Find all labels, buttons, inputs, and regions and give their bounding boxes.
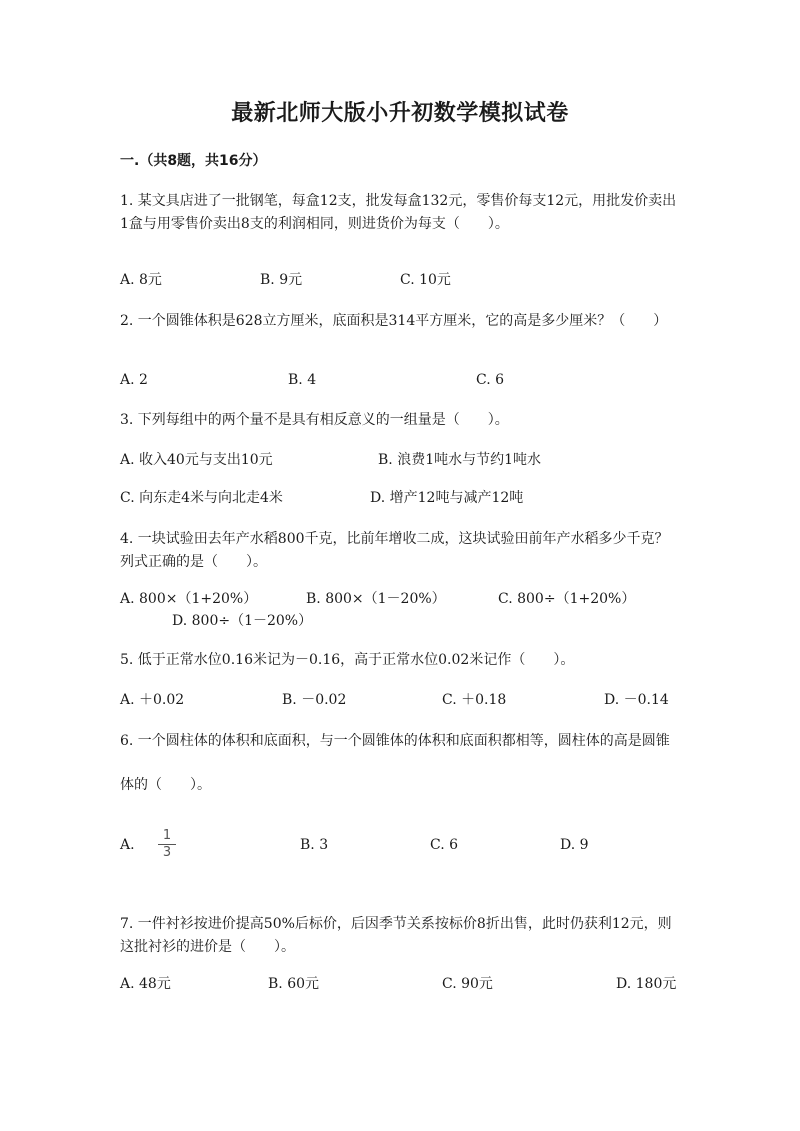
q5-option-b: B. －0.02 xyxy=(282,692,347,708)
q2-option-c: C. 6 xyxy=(476,372,505,388)
q4-option-b: B. 800×（1－20%） xyxy=(306,591,446,607)
q6-option-d: D. 9 xyxy=(560,837,589,853)
q7-option-d: D. 180元 xyxy=(616,976,677,992)
q2-option-b: B. 4 xyxy=(288,372,317,388)
q1-option-a: A. 8元 xyxy=(120,272,162,288)
q5-option-d: D. －0.14 xyxy=(604,692,669,708)
q6-option-a-fraction xyxy=(158,829,176,860)
q4-option-d: D. 800÷（1－20%） xyxy=(172,613,313,629)
question-4-stem: 4. 一块试验田去年产水稻800千克，比前年增收二成，这块试验田前年产水稻多少千克？列式正确的是（ ）。 xyxy=(120,531,669,570)
q3-option-a: A. 收入40元与支出10元 xyxy=(120,452,273,468)
question-6-stem: 6. 一个圆柱体的体积和底面积，与一个圆锥体的体积和底面积都相等，圆柱体的高是圆锥体的（ ）。 xyxy=(120,733,670,793)
q2-option-a: A. 2 xyxy=(120,372,148,388)
question-5-stem: 5. 低于正常水位0.16米记为－0.16，高于正常水位0.02米记作（ ）。 xyxy=(120,652,575,668)
q6-option-a: A. xyxy=(120,837,135,853)
question-3-stem: 3. 下列每组中的两个量不是具有相反意义的一组量是（ ）。 xyxy=(120,412,509,428)
fraction-numerator: 1 xyxy=(162,828,172,843)
exam-title: 最新北师大版小升初数学模拟试卷 xyxy=(231,101,569,126)
q5-option-c: C. ＋0.18 xyxy=(442,692,507,708)
question-2-stem: 2. 一个圆锥体积是628立方厘米，底面积是314平方厘米，它的高是多少厘米？（ ） xyxy=(120,313,668,329)
section-header: 一.（共8题，共16分） xyxy=(120,153,267,169)
q7-option-b: B. 60元 xyxy=(268,976,320,992)
q4-option-a: A. 800×（1+20%） xyxy=(120,591,258,607)
q1-option-b: B. 9元 xyxy=(260,272,303,288)
q1-option-c: C. 10元 xyxy=(400,272,451,288)
q3-option-d: D. 增产12吨与减产12吨 xyxy=(370,490,524,506)
q4-option-c: C. 800÷（1+20%） xyxy=(498,591,636,607)
q6-option-b: B. 3 xyxy=(300,837,329,853)
question-7-stem: 7. 一件衬衫按进价提高50%后标价，后因季节关系按标价8折出售，此时仍获利12元，则这批衬衫的进价是（ ）。 xyxy=(120,916,672,955)
q3-option-c: C. 向东走4米与向北走4米 xyxy=(120,490,283,506)
q7-option-c: C. 90元 xyxy=(442,976,493,992)
q7-option-a: A. 48元 xyxy=(120,976,171,992)
fraction-denominator: 3 xyxy=(162,845,172,860)
q6-option-c: C. 6 xyxy=(430,837,459,853)
q5-option-a: A. ＋0.02 xyxy=(120,692,185,708)
q3-option-b: B. 浪费1吨水与节约1吨水 xyxy=(378,452,542,468)
question-1-stem: 1. 某文具店进了一批钢笔，每盒12支，批发每盒132元，零售价每支12元，用批发价卖出1盒与用零售价卖出8支的利润相同，则进货价为每支（ ）。 xyxy=(120,193,677,232)
